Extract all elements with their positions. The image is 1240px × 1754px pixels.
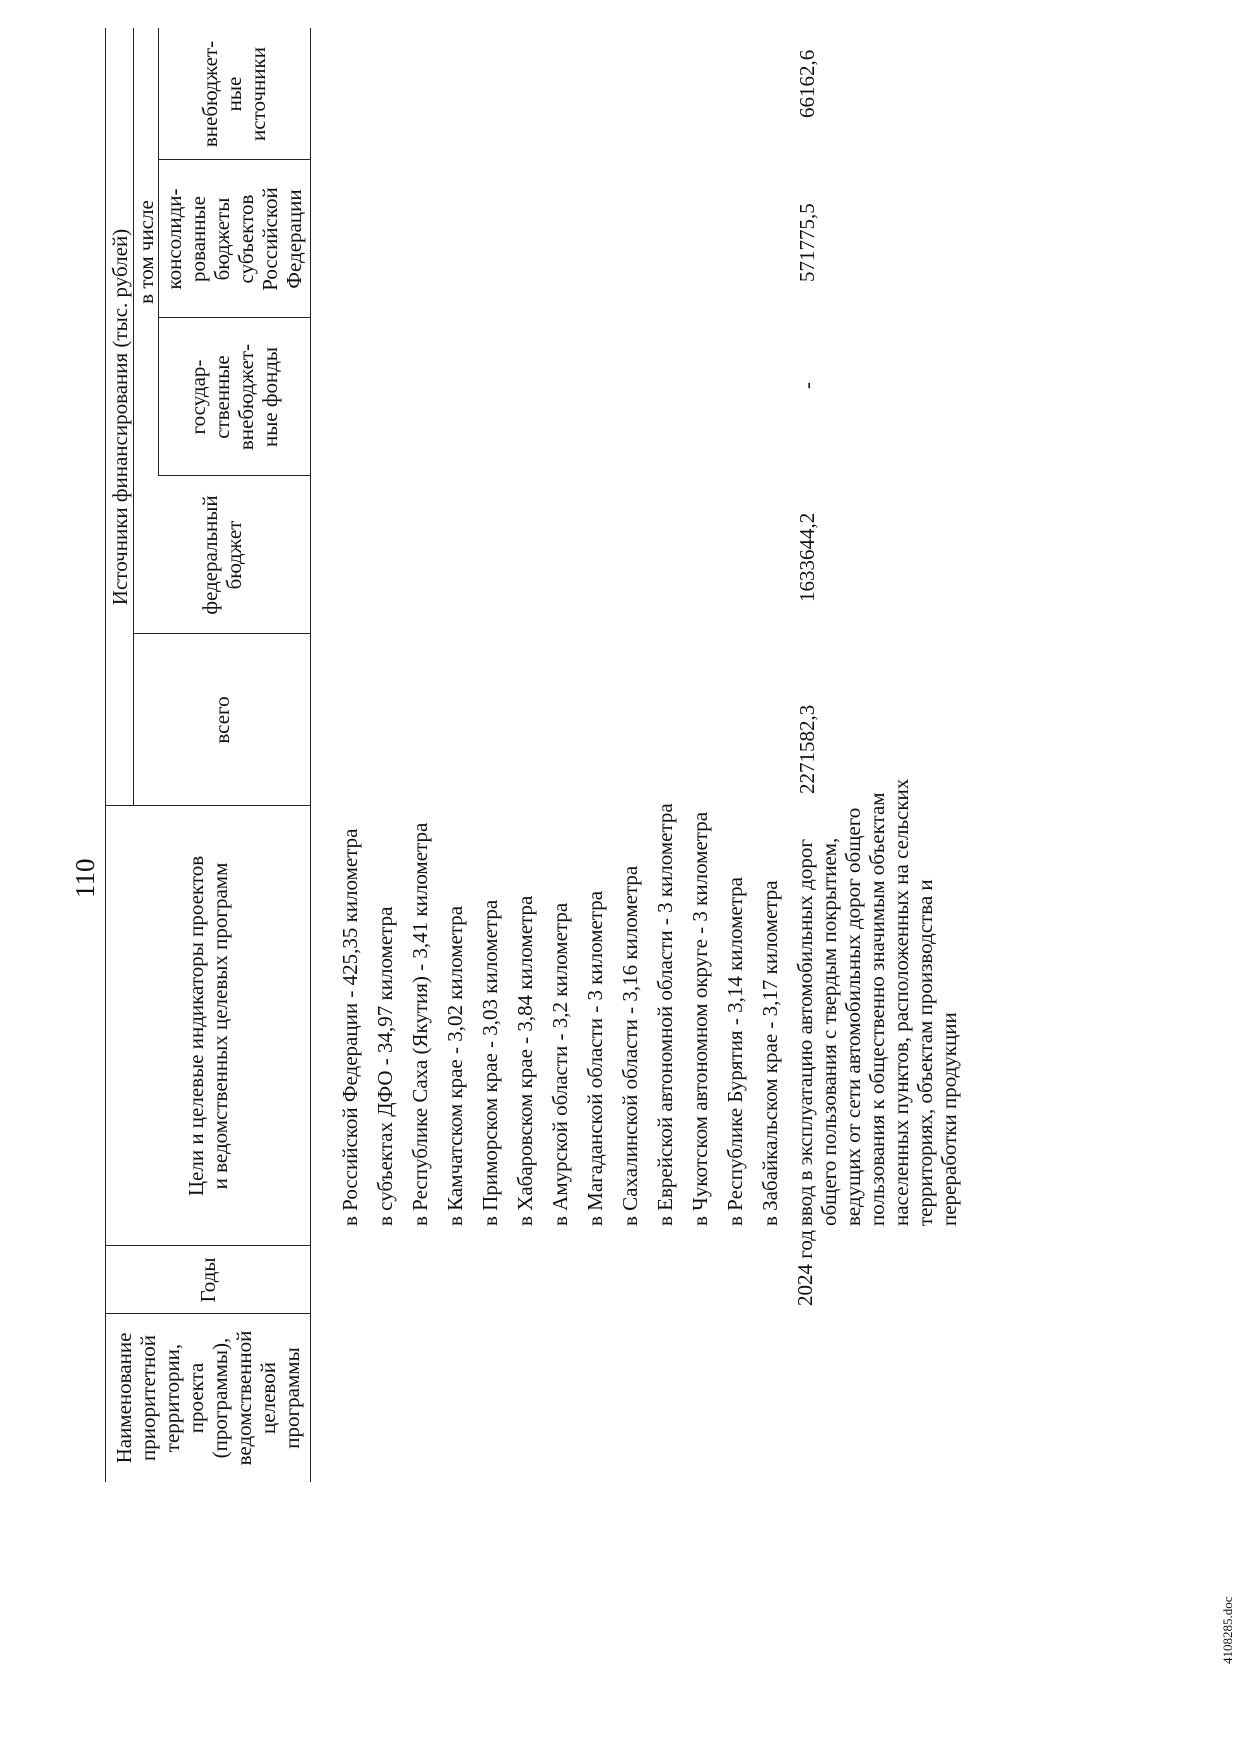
header-regional-budgets: консолиди- рованные бюджеты субъектов Российской Федерации: [162, 187, 306, 291]
header-federal-budget: федеральный бюджет: [197, 495, 246, 615]
page-number: 110: [70, 858, 100, 898]
indicator-row-rf: в Российской Федерации - 425,35 километра: [338, 828, 362, 1226]
road-indicator-line-2: общего пользования с твердым покрытием,: [817, 837, 841, 1226]
indicator-row-khabarovsk: в Хабаровском крае - 3,84 километра: [513, 895, 537, 1226]
header-including: в том числе: [134, 200, 158, 304]
road-indicator-line-6: территориях, объектам производства и: [913, 879, 937, 1226]
indicator-row-yakutia: в Республике Саха (Якутия) - 3,41 километра: [408, 822, 432, 1226]
indicator-row-primorye: в Приморском крае - 3,03 километра: [478, 899, 502, 1226]
road-indicator-line-1: ввод в эксплуатацию автомобильных дорог: [793, 839, 817, 1226]
indicator-row-jewish-ao: в Еврейской автономной области - 3 километра: [653, 803, 677, 1226]
offbudget-2024-value: 66162,6: [795, 49, 819, 118]
header-goals-column: Цели и целевые индикаторы проектов и ведомственных целевых программ: [183, 855, 232, 1197]
header-state-funds: государ- ственные внебюджет- ные фонды: [186, 343, 282, 451]
indicator-row-chukotka: в Чукотском автономном округе - 3 километра: [688, 811, 712, 1226]
road-indicator-line-5: населенных пунктов, расположенных на сельских: [889, 778, 913, 1226]
year-2024-label: 2024 год: [793, 1230, 817, 1306]
header-bottom-border: [310, 28, 311, 1482]
funds-2024-value: -: [795, 382, 819, 389]
federal-2024-value: 1633644,2: [795, 512, 819, 602]
header-name-column: Наименование приоритетной территории, проекта (программы), ведомственной целевой программы: [111, 1330, 304, 1466]
indicator-row-dfo: в субъектах ДФО - 34,97 километра: [373, 906, 397, 1226]
header-sources-title: Источники финансирования (тыс. рублей): [108, 228, 132, 606]
indicator-row-amur: в Амурской области - 3,2 километра: [548, 902, 572, 1226]
road-indicator-line-4: пользования к общественно значимым объектам: [865, 792, 889, 1226]
road-indicator-line-7: переработки продукции: [937, 1012, 961, 1226]
indicator-row-magadan: в Магаданской области - 3 километра: [583, 890, 607, 1226]
header-offbudget-sources: внебюджет- ные источники: [198, 40, 270, 148]
road-indicator-line-3: ведущих от сети автомобильных дорог общего: [841, 807, 865, 1226]
indicator-row-sakhalin: в Сахалинской области - 3,16 километра: [618, 865, 642, 1226]
header-years-column: Годы: [195, 1257, 220, 1303]
regional-2024-value: 571775,5: [795, 203, 819, 282]
indicator-row-kamchatka: в Камчатском крае - 3,02 километра: [443, 905, 467, 1226]
document-reference: 4108285.doc: [1220, 1596, 1235, 1664]
total-2024-value: 2271582,3: [795, 704, 819, 794]
header-total: всего: [209, 696, 234, 744]
indicator-row-zabaikalsky: в Забайкальском крае - 3,17 километра: [758, 880, 782, 1226]
indicator-row-buryatia: в Республике Бурятия - 3,14 километра: [723, 877, 747, 1226]
